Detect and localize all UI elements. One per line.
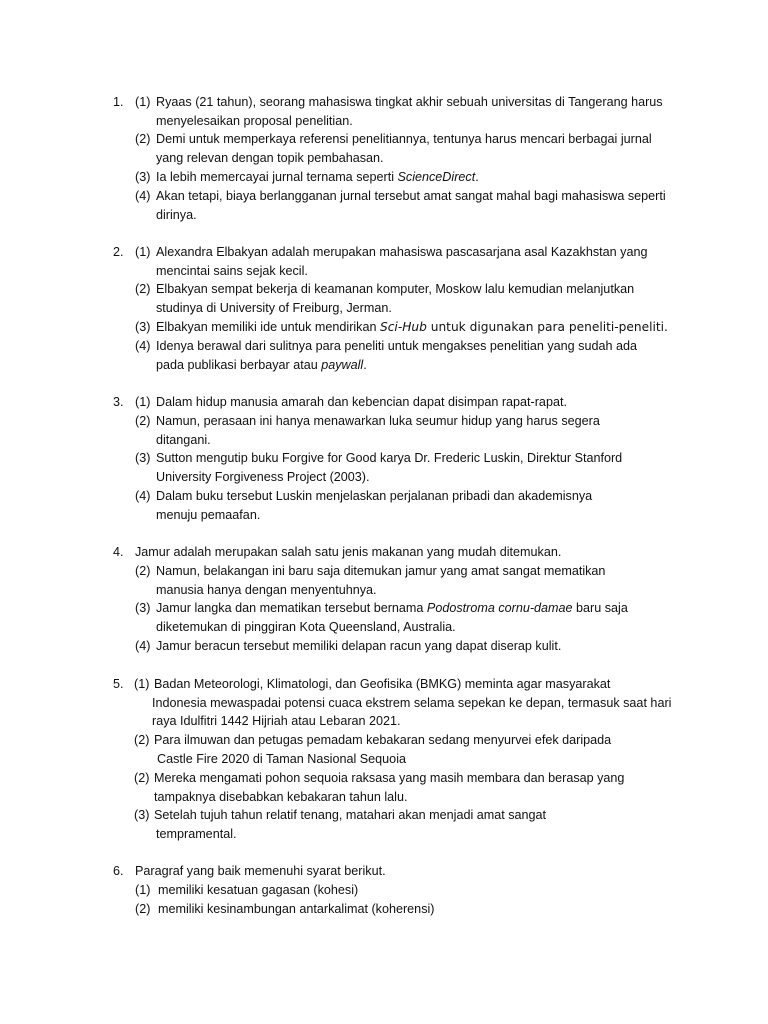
statement-line: tampaknya disebabkan kebakaran tahun lalu. bbox=[154, 790, 408, 804]
statement-line bbox=[156, 357, 367, 373]
italic-term: Podostroma cornu-damae bbox=[426, 601, 573, 615]
statement-marker: (3) bbox=[135, 320, 151, 334]
plain-text: untuk digunakan para peneliti-peneliti. bbox=[426, 320, 668, 334]
italic-term: paywall bbox=[321, 358, 364, 372]
statement-line: dirinya. bbox=[156, 208, 197, 222]
statement-marker: (3) bbox=[135, 601, 151, 615]
statement-line: tempramental. bbox=[156, 827, 237, 841]
statement-line: menyelesaikan proposal penelitian. bbox=[156, 114, 353, 128]
statement-marker: (3) bbox=[135, 170, 151, 184]
italic-term: Sci-Hub bbox=[380, 320, 427, 334]
statement-line: Sutton mengutip buku Forgive for Good karya Dr. Frederic Luskin, Direktur Stanford bbox=[156, 451, 623, 465]
plain-text: pada publikasi berbayar atau bbox=[156, 358, 322, 372]
statement-line: Badan Meteorologi, Klimatologi, dan Geofisika (BMKG) meminta agar masyarakat bbox=[154, 677, 611, 691]
statement-line: Para ilmuwan dan petugas pemadam kebakaran sedang menyurvei efek daripada bbox=[154, 733, 612, 747]
question-number: 5. bbox=[113, 677, 124, 691]
plain-text: Ia lebih memercayai jurnal ternama seperti bbox=[156, 170, 398, 184]
statement-line: Elbakyan sempat bekerja di keamanan komputer, Moskow lalu kemudian melanjutkan bbox=[156, 282, 635, 296]
statement-line: mencintai sains sejak kecil. bbox=[156, 264, 308, 278]
question-number: 3. bbox=[113, 395, 124, 409]
statement-marker: (1) bbox=[135, 245, 151, 259]
statement-line: Jamur beracun tersebut memiliki delapan racun yang dapat diserap kulit. bbox=[156, 639, 562, 653]
statement-marker: (1) bbox=[135, 395, 151, 409]
statement-line bbox=[156, 600, 628, 616]
plain-text: Jamur langka dan mematikan tersebut bernama bbox=[156, 601, 427, 615]
statement-line: Idenya berawal dari sulitnya para peneliti untuk mengakses penelitian yang sudah ada bbox=[156, 339, 637, 353]
statement-line: Dalam hidup manusia amarah dan kebencian dapat disimpan rapat-rapat. bbox=[156, 395, 567, 409]
italic-term: ScienceDirect bbox=[397, 170, 476, 184]
statement-line: Namun, belakangan ini baru saja ditemukan jamur yang amat sangat mematikan bbox=[156, 564, 606, 578]
statement-marker: (3) bbox=[135, 451, 151, 465]
plain-text: . bbox=[363, 358, 367, 372]
statement-line: Ryaas (21 tahun), seorang mahasiswa tingkat akhir sebuah universitas di Tangerang harus bbox=[156, 95, 663, 109]
statement-line: Akan tetapi, biaya berlangganan jurnal tersebut amat sangat mahal bagi mahasiswa seperti bbox=[156, 189, 666, 203]
statement-marker: (1) bbox=[135, 95, 151, 109]
statement-marker: (1) bbox=[134, 677, 150, 691]
statement-line: Dalam buku tersebut Luskin menjelaskan perjalanan pribadi dan akademisnya bbox=[156, 489, 593, 503]
statement-marker: (2) bbox=[135, 282, 151, 296]
statement-line: Namun, perasaan ini hanya menawarkan luka seumur hidup yang harus segera bbox=[156, 414, 600, 428]
question-number: 6. bbox=[113, 864, 124, 878]
statement-line: Indonesia mewaspadai potensi cuaca ekstrem selama sepekan ke depan, termasuk saat hari bbox=[152, 696, 672, 710]
statement-line: Alexandra Elbakyan adalah merupakan mahasiswa pascasarjana asal Kazakhstan yang bbox=[156, 245, 648, 259]
statement-line: Castle Fire 2020 di Taman Nasional Sequoia bbox=[157, 752, 406, 766]
statement-marker: (2) bbox=[135, 564, 151, 578]
statement-marker: (4) bbox=[135, 489, 151, 503]
statement-line: yang relevan dengan topik pembahasan. bbox=[156, 151, 384, 165]
statement-line: memiliki kesinambungan antarkalimat (koherensi) bbox=[158, 902, 435, 916]
statement-marker: (3) bbox=[134, 808, 150, 822]
statement-line: studinya di University of Freiburg, Jerman. bbox=[156, 301, 392, 315]
statement-marker: (2) bbox=[135, 132, 151, 146]
question-stem: Jamur adalah merupakan salah satu jenis makanan yang mudah ditemukan. bbox=[135, 545, 562, 559]
question-stem: Paragraf yang baik memenuhi syarat berikut. bbox=[135, 864, 386, 878]
plain-text: Elbakyan memiliki ide untuk mendirikan bbox=[156, 320, 380, 334]
plain-text: baru saja bbox=[572, 601, 628, 615]
statement-line bbox=[156, 169, 479, 185]
statement-line: University Forgiveness Project (2003). bbox=[156, 470, 370, 484]
statement-marker: (1) bbox=[135, 883, 151, 897]
statement-line: ditangani. bbox=[156, 433, 211, 447]
statement-line: raya Idulfitri 1442 Hijriah atau Lebaran 2021. bbox=[152, 714, 401, 728]
statement-line: Setelah tujuh tahun relatif tenang, matahari akan menjadi amat sangat bbox=[154, 808, 547, 822]
statement-marker: (2) bbox=[135, 902, 151, 916]
statement-marker: (4) bbox=[135, 339, 151, 353]
statement-line: Demi untuk memperkaya referensi penelitiannya, tentunya harus mencari berbagai jurnal bbox=[156, 132, 652, 146]
statement-marker: (2) bbox=[135, 414, 151, 428]
question-number: 2. bbox=[113, 245, 124, 259]
plain-text: . bbox=[475, 170, 479, 184]
statement-marker: (2) bbox=[134, 733, 150, 747]
statement-line: memiliki kesatuan gagasan (kohesi) bbox=[158, 883, 359, 897]
statement-line bbox=[156, 319, 668, 335]
question-number: 1. bbox=[113, 95, 124, 109]
statement-marker: (4) bbox=[135, 189, 151, 203]
question-number: 4. bbox=[113, 545, 124, 559]
statement-line: manusia hanya dengan menyentuhnya. bbox=[156, 583, 377, 597]
statement-line: menuju pemaafan. bbox=[156, 508, 261, 522]
statement-line: diketemukan di pinggiran Kota Queensland, Australia. bbox=[156, 620, 456, 634]
statement-line: Mereka mengamati pohon sequoia raksasa yang masih membara dan berasap yang bbox=[154, 771, 625, 785]
statement-marker: (2) bbox=[134, 771, 150, 785]
statement-marker: (4) bbox=[135, 639, 151, 653]
